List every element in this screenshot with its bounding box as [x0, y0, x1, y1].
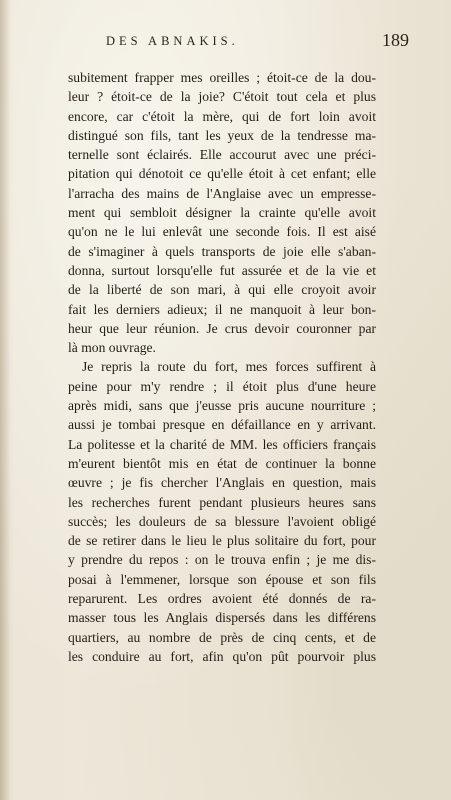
text-line: La politesse et la charité de MM. les officiers français	[68, 436, 376, 452]
text-line: subitement frapper mes oreilles ; étoit-ce de la dou-	[68, 70, 376, 85]
paragraph-start-line: Je repris la route du fort, mes forces suffirent à	[82, 359, 376, 375]
text-line: qu'on ne le lui enlevât une seconde fois. Il est aisé	[68, 224, 376, 240]
page-number: 189	[382, 30, 409, 50]
paragraph-end-line: là mon ouvrage.	[68, 340, 156, 356]
page-header	[78, 30, 411, 54]
text-line: posai à l'emmener, lorsque son épouse et son fils	[68, 571, 376, 587]
text-line: quartiers, au nombre de près de cinq cents, et de	[68, 629, 376, 645]
text-line: masser tous les Anglais dispersés dans les différens	[68, 610, 376, 626]
text-line: reparurent. Les ordres avoient été donnés de ra-	[68, 591, 376, 607]
running-head: DES ABNAKIS.	[106, 34, 239, 48]
text-line: de s'imaginer à quels transports de joie elle s'aban-	[68, 243, 376, 259]
text-line: œuvre ; je fis chercher l'Anglais en question, mais	[68, 475, 376, 491]
text-line: donna, surtout lorsqu'elle fut assurée et de la vie et	[68, 262, 376, 278]
text-line: ment qui sembloit désigner la crainte qu'elle avoit	[68, 205, 376, 221]
text-line: aussi je tombai presque en défaillance en y arrivant.	[68, 417, 376, 433]
text-line: de la liberté de son mari, à qui elle croyoit avoir	[68, 282, 376, 298]
text-line: après midi, sans que j'eusse pris aucune nourriture ;	[68, 398, 376, 414]
text-line: ternelle sont éclairés. Elle accourut avec une préci-	[68, 147, 376, 163]
text-line: les conduire au fort, afin qu'on pût pourvoir plus	[68, 648, 376, 664]
text-line: les recherches furent pendant plusieurs heures sans	[68, 494, 376, 510]
text-line: heur que leur réunion. Je crus devoir couronner par	[68, 320, 376, 336]
body-text	[68, 68, 376, 666]
text-line: l'arracha des mains de l'Anglaise avec un empresse-	[68, 185, 376, 201]
text-line: succès; les douleurs de sa blessure l'avoient obligé	[68, 513, 376, 529]
spine-shadow	[0, 0, 10, 800]
text-line: fait les derniers adieux; il ne manquoit à leur bon-	[68, 301, 376, 317]
text-line: leur ? étoit-ce de la joie? C'étoit tout cela et plus	[68, 89, 376, 105]
text-line: peine pour m'y rendre ; il étoit plus d'une heure	[68, 378, 376, 394]
text-line: encore, car c'étoit la mère, qui de fort loin avoit	[68, 108, 376, 124]
text-line: distingué son fils, tant les yeux de la tendresse ma-	[68, 127, 376, 143]
text-line: de se retirer dans le lieu le plus solitaire du fort, pour	[68, 533, 376, 549]
text-line: pitation qui dénotoit ce qu'elle étoit à cet enfant; elle	[68, 166, 376, 182]
text-line: y prendre du repos : on le trouva enfin ; je me dis-	[68, 552, 376, 568]
text-line: m'eurent bientôt mis en état de continuer la bonne	[68, 455, 376, 471]
